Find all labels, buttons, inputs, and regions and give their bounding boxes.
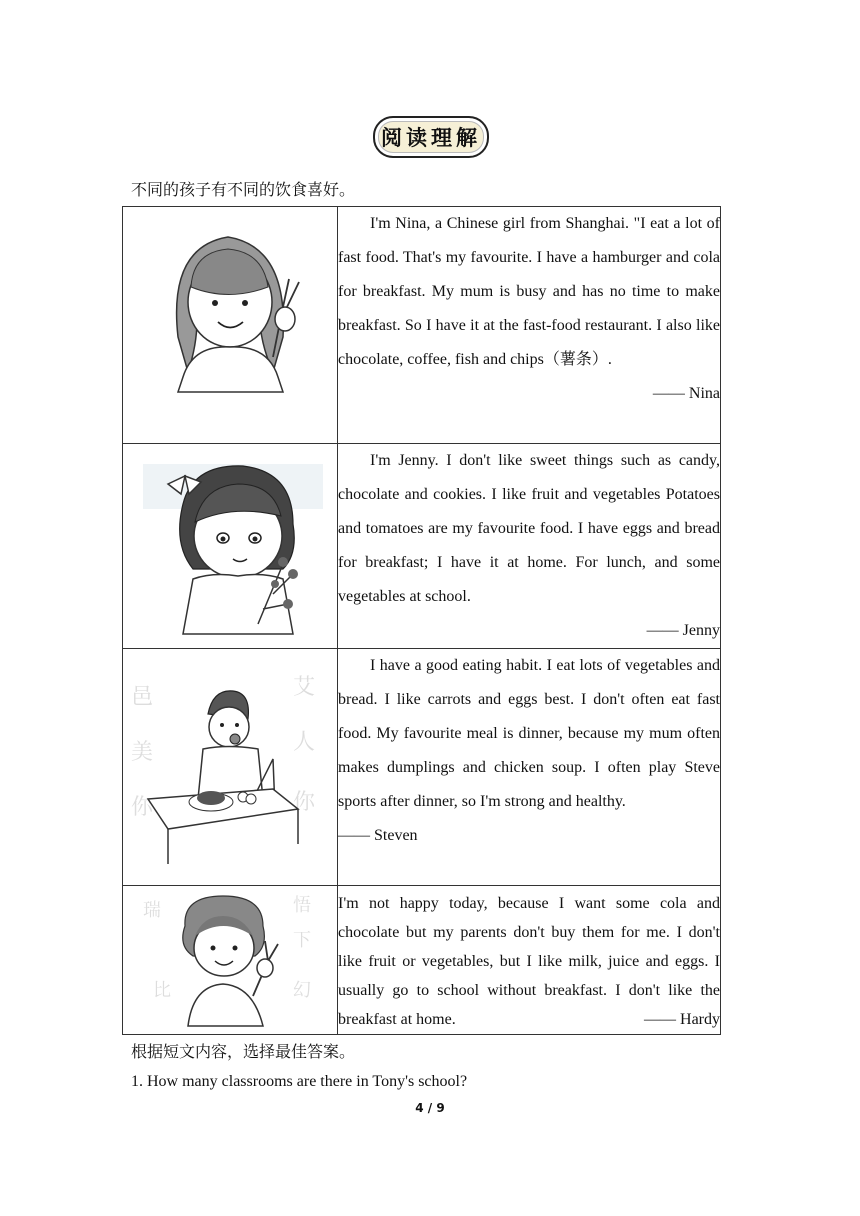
table-row: [123, 649, 721, 886]
question-1: 1. How many classrooms are there in Tony's school?: [131, 1073, 468, 1090]
signature: —— Steven: [338, 827, 418, 844]
passage-text: I'm Jenny. I don't like sweet things such as candy, chocolate and cookies. I like fruit and vegetables Potatoes and tomatoes are my favourite food. I have eggs and bread for breakfast; I have it at home. For lunch, and some vegetables at school.: [338, 452, 720, 605]
steven-text-cell: [338, 649, 721, 886]
signature: —— Hardy: [644, 1011, 720, 1028]
hardy-picture: [123, 886, 338, 1035]
instruction-text: 根据短文内容，选择最佳答案。: [131, 1044, 356, 1061]
svg-text:下: 下: [293, 930, 311, 951]
signature: —— Jenny: [646, 622, 720, 639]
page-number: 4 / 9: [415, 1101, 445, 1115]
passage-text: I'm Nina, a Chinese girl from Shanghai. "I eat a lot of fast food. That's my favourite. I have a hamburger and cola for breakfast. My mum is busy and has no time to make breakfast. So I have it at the fast-food restaurant. I also like chocolate, coffee, fish and chips（薯条）.: [338, 215, 720, 368]
svg-text:瑞: 瑞: [143, 900, 161, 921]
curly-haired-boy-illustration-icon: [123, 886, 337, 1031]
signature: —— Nina: [652, 385, 720, 402]
passage-text: I'm not happy today, because I want some cola and chocolate but my parents don't buy them for me. I don't like fruit or vegetables, but I like milk, juice and eggs. I usually go to school without breakfast. I don't like the breakfast at home.: [338, 895, 720, 1028]
girl-with-bow-illustration-icon: [123, 444, 337, 647]
jenny-text-cell: [338, 444, 721, 649]
hardy-text-cell: [338, 886, 721, 1035]
svg-text:你: 你: [131, 795, 154, 820]
nina-picture: [123, 207, 338, 444]
svg-text:你: 你: [293, 790, 316, 815]
svg-text:美: 美: [131, 740, 154, 765]
table-row: [123, 207, 721, 444]
girl-illustration-icon: [123, 207, 337, 444]
jenny-picture: [123, 444, 338, 649]
table-row: [123, 444, 721, 649]
svg-text:艾: 艾: [293, 675, 316, 700]
svg-text:幻: 幻: [293, 980, 311, 1001]
intro-text: 不同的孩子有不同的饮食喜好。: [131, 182, 356, 199]
svg-text:悟: 悟: [293, 895, 311, 916]
table-row: [123, 886, 721, 1035]
section-title: 阅读理解: [373, 116, 489, 158]
steven-picture: [123, 649, 338, 886]
svg-text:比: 比: [153, 980, 171, 1001]
reading-table: [122, 206, 721, 1035]
passage-text: I have a good eating habit. I eat lots of vegetables and bread. I like carrots and eggs best. I don't often eat fast food. My favourite meal is dinner, because my mum often makes dumplings and chicken soup. I often play Steve sports after dinner, so I'm strong and healthy.: [338, 657, 720, 810]
nina-text-cell: [338, 207, 721, 444]
svg-text:人: 人: [293, 730, 316, 755]
boy-eating-illustration-icon: [123, 649, 337, 886]
svg-text:邑: 邑: [131, 685, 154, 710]
